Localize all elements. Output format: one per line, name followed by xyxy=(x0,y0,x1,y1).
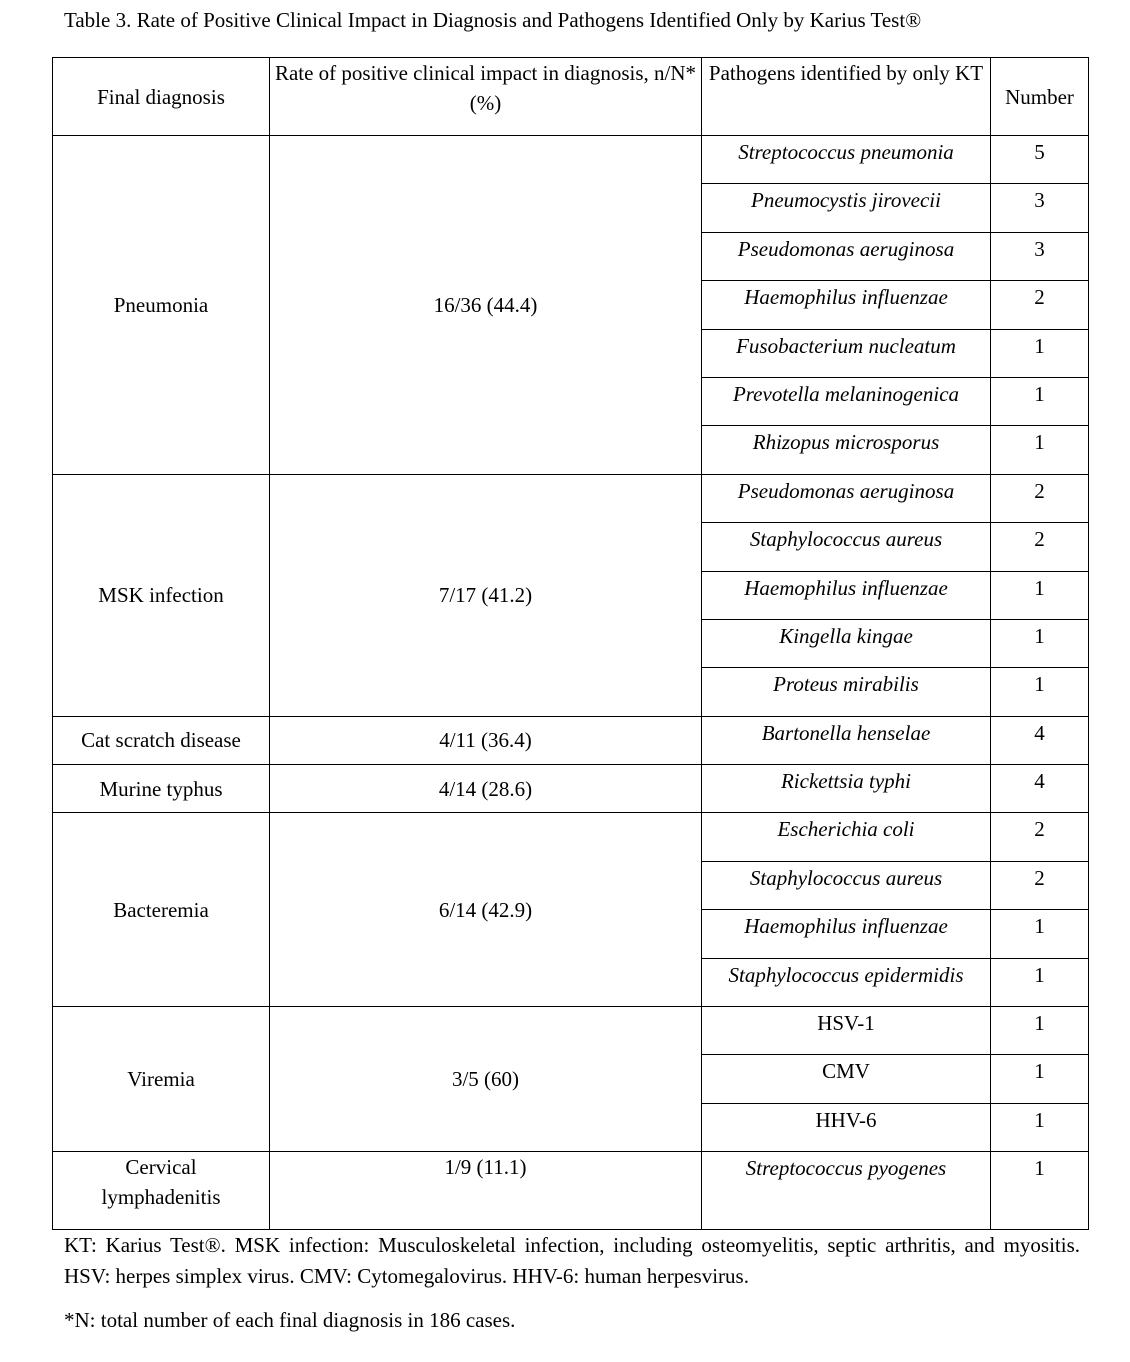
pathogen-cell: Pneumocystis jirovecii xyxy=(702,184,991,232)
number-cell: 1 xyxy=(991,619,1089,667)
diagnosis-cell: Viremia xyxy=(53,1007,270,1152)
diagnosis-cell: Murine typhus xyxy=(53,765,270,813)
diagnosis-cell: MSK infection xyxy=(53,474,270,716)
rate-cell: 6/14 (42.9) xyxy=(270,813,702,1007)
table-row xyxy=(53,1007,1089,1055)
number-cell: 2 xyxy=(991,474,1089,522)
pathogen-cell: Escherichia coli xyxy=(702,813,991,861)
header-pathogens: Pathogens identified by only KT xyxy=(702,58,991,136)
number-cell: 2 xyxy=(991,281,1089,329)
number-cell: 1 xyxy=(991,910,1089,958)
number-cell: 1 xyxy=(991,1055,1089,1103)
pathogen-cell: Staphylococcus epidermidis xyxy=(702,958,991,1006)
header-rate: Rate of positive clinical impact in diagnosis, n/N*(%) xyxy=(270,58,702,136)
diagnosis-cell: Cat scratch disease xyxy=(53,716,270,764)
number-cell: 4 xyxy=(991,716,1089,764)
table-row xyxy=(53,813,1089,861)
pathogen-cell: HSV-1 xyxy=(702,1007,991,1055)
pathogen-cell: Rickettsia typhi xyxy=(702,765,991,813)
rate-cell: 4/11 (36.4) xyxy=(270,716,702,764)
pathogen-cell: Haemophilus influenzae xyxy=(702,571,991,619)
table-caption: Table 3. Rate of Positive Clinical Impact in Diagnosis and Pathogens Identified Only by Karius Test® xyxy=(64,8,922,32)
pathogen-cell: Pseudomonas aeruginosa xyxy=(702,474,991,522)
table-row xyxy=(53,1152,1089,1230)
number-cell: 3 xyxy=(991,232,1089,280)
diagnosis-cell: Pneumonia xyxy=(53,136,270,475)
table-row xyxy=(53,765,1089,813)
pathogen-cell: CMV xyxy=(702,1055,991,1103)
number-cell: 1 xyxy=(991,571,1089,619)
header-final-diagnosis: Final diagnosis xyxy=(53,58,270,136)
table-row xyxy=(53,136,1089,184)
number-cell: 1 xyxy=(991,1103,1089,1151)
pathogen-cell: Pseudomonas aeruginosa xyxy=(702,232,991,280)
pathogen-cell: Haemophilus influenzae xyxy=(702,910,991,958)
pathogen-cell: Proteus mirabilis xyxy=(702,668,991,716)
pathogen-cell: Rhizopus microsporus xyxy=(702,426,991,474)
diagnosis-cell: Bacteremia xyxy=(53,813,270,1007)
pathogen-cell: Prevotella melaninogenica xyxy=(702,377,991,425)
number-cell: 5 xyxy=(991,136,1089,184)
pathogen-cell: Staphylococcus aureus xyxy=(702,861,991,909)
number-cell: 4 xyxy=(991,765,1089,813)
number-cell: 1 xyxy=(991,1152,1089,1230)
rate-cell: 1/9 (11.1) xyxy=(270,1152,702,1230)
number-cell: 1 xyxy=(991,329,1089,377)
pathogen-cell: Staphylococcus aureus xyxy=(702,523,991,571)
number-cell: 2 xyxy=(991,523,1089,571)
rate-cell: 3/5 (60) xyxy=(270,1007,702,1152)
table-body xyxy=(53,136,1089,1230)
diagnosis-cell: Cervical lymphadenitis xyxy=(53,1152,270,1230)
number-cell: 1 xyxy=(991,377,1089,425)
number-cell: 1 xyxy=(991,958,1089,1006)
footnote-abbreviations: KT: Karius Test®. MSK infection: Musculoskeletal infection, including osteomyelitis, septic arthritis, and myositis. HSV: herpes simplex virus. CMV: Cytomegalovirus. HHV-6: human herpesvirus. xyxy=(64,1233,1080,1288)
rate-cell: 7/17 (41.2) xyxy=(270,474,702,716)
pathogen-cell: Haemophilus influenzae xyxy=(702,281,991,329)
pathogen-cell: Kingella kingae xyxy=(702,619,991,667)
rate-cell: 16/36 (44.4) xyxy=(270,136,702,475)
number-cell: 2 xyxy=(991,861,1089,909)
footnote-n-definition: *N: total number of each final diagnosis in 186 cases. xyxy=(64,1308,516,1332)
pathogen-cell: Streptococcus pneumonia xyxy=(702,136,991,184)
number-cell: 1 xyxy=(991,1007,1089,1055)
table-row xyxy=(53,474,1089,522)
pathogen-cell: Streptococcus pyogenes xyxy=(702,1152,991,1230)
number-cell: 2 xyxy=(991,813,1089,861)
rate-cell: 4/14 (28.6) xyxy=(270,765,702,813)
number-cell: 1 xyxy=(991,668,1089,716)
number-cell: 3 xyxy=(991,184,1089,232)
results-table xyxy=(52,57,1089,1230)
pathogen-cell: Fusobacterium nucleatum xyxy=(702,329,991,377)
pathogen-cell: Bartonella henselae xyxy=(702,716,991,764)
header-number: Number xyxy=(991,58,1089,136)
number-cell: 1 xyxy=(991,426,1089,474)
pathogen-cell: HHV-6 xyxy=(702,1103,991,1151)
table-row xyxy=(53,716,1089,764)
header-row xyxy=(53,58,1089,136)
